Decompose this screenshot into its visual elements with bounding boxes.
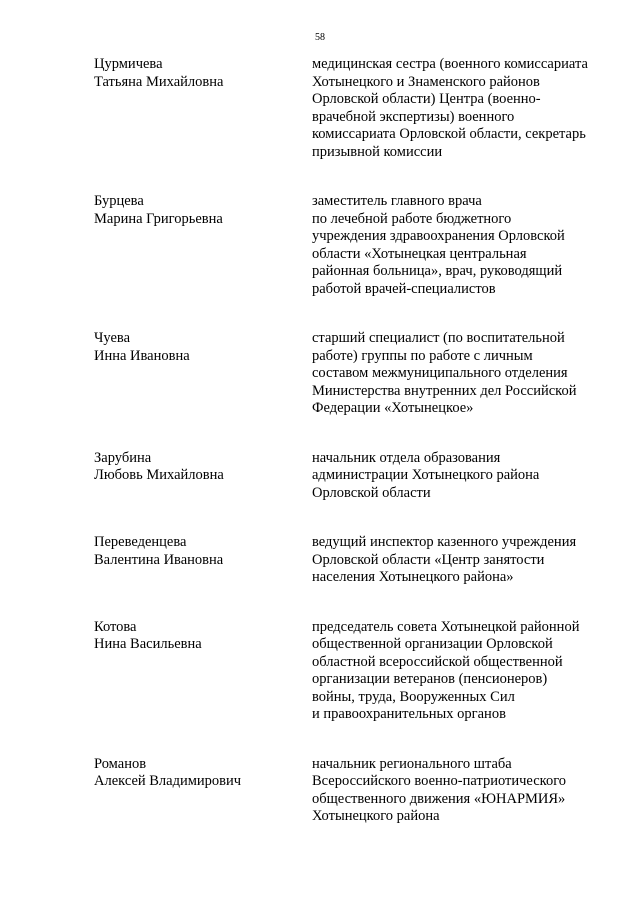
member-given-names: Алексей Владимирович (94, 773, 242, 789)
position-line: и правоохранительных органов (312, 706, 506, 722)
member-surname: Чуева (94, 330, 131, 346)
member-position (312, 619, 612, 724)
member-given-names: Инна Ивановна (94, 347, 190, 364)
member-surname: Бурцева (94, 193, 144, 209)
position-line: составом межмуниципального отделения (312, 365, 568, 381)
position-line: области «Хотынецкая центральная (312, 245, 527, 262)
member-surname: Зарубина (94, 449, 152, 466)
member-entry (94, 330, 614, 418)
position-line: начальник регионального штаба (312, 755, 512, 772)
member-name (94, 534, 312, 569)
member-position (312, 193, 612, 298)
member-entry (94, 619, 614, 724)
position-line: войны, труда, Вооруженных Сил (312, 688, 515, 705)
position-line: общественной организации Орловской (312, 636, 553, 652)
member-surname: Переведенцева (94, 534, 187, 550)
member-name (94, 193, 312, 228)
member-entry (94, 56, 614, 161)
position-line: медицинская сестра (военного комиссариата (312, 56, 588, 72)
position-line: учреждения здравоохранения Орловской (312, 228, 565, 244)
member-name (94, 756, 312, 791)
member-given-names: Татьяна Михайловна (94, 73, 224, 90)
position-line: Всероссийского военно-патриотического (312, 773, 567, 789)
position-line: Федерации «Хотынецкое» (312, 400, 474, 416)
position-line: по лечебной работе бюджетного (312, 210, 512, 227)
member-position (312, 756, 612, 826)
position-line: Министерства внутренних дел Российской (312, 382, 577, 399)
position-line: Орловской области (312, 484, 431, 501)
position-line: ведущий инспектор казенного учреждения (312, 534, 577, 550)
member-surname: Романов (94, 755, 147, 772)
member-entry (94, 450, 614, 503)
member-given-names: Валентина Ивановна (94, 551, 224, 568)
position-line: работой врачей-специалистов (312, 280, 496, 297)
position-line: администрации Хотынецкого района (312, 467, 540, 483)
member-given-names: Любовь Михайловна (94, 467, 224, 483)
position-line: старший специалист (по воспитательной (312, 330, 565, 346)
commission-member-list (94, 56, 614, 858)
position-line: общественного движения «ЮНАРМИЯ» (312, 790, 566, 807)
position-line: призывной комиссии (312, 143, 443, 160)
position-line: начальник отдела образования (312, 449, 501, 466)
position-line: Хотынецкого района (312, 808, 440, 824)
position-line: Хотынецкого и Знаменского районов (312, 73, 540, 90)
position-line: районная больница», врач, руководящий (312, 263, 563, 279)
position-line: населения Хотынецкого района» (312, 569, 514, 585)
member-entry (94, 534, 614, 587)
position-line: организации ветеранов (пенсионеров) (312, 671, 548, 687)
member-name (94, 450, 312, 485)
member-position (312, 534, 612, 587)
member-given-names: Марина Григорьевна (94, 210, 223, 227)
member-entry (94, 193, 614, 298)
position-line: врачебной экспертизы) военного (312, 108, 515, 125)
member-name (94, 619, 312, 654)
position-line: работе) группы по работе с личным (312, 347, 533, 364)
member-position (312, 56, 612, 161)
position-line: областной всероссийской общественной (312, 653, 563, 670)
member-position (312, 330, 612, 418)
member-given-names: Нина Васильевна (94, 636, 202, 652)
position-line: Орловской области) Центра (военно- (312, 91, 541, 107)
member-position (312, 450, 612, 503)
member-surname: Котова (94, 618, 137, 635)
member-name (94, 330, 312, 365)
page-number: 58 (315, 32, 325, 43)
position-line: заместитель главного врача (312, 193, 482, 209)
member-entry (94, 756, 614, 826)
position-line: Орловской области «Центр занятости (312, 551, 545, 568)
position-line: председатель совета Хотынецкой районной (312, 618, 580, 635)
member-surname: Цурмичева (94, 56, 163, 72)
member-name (94, 56, 312, 91)
position-line: комиссариата Орловской области, секретарь (312, 126, 586, 142)
